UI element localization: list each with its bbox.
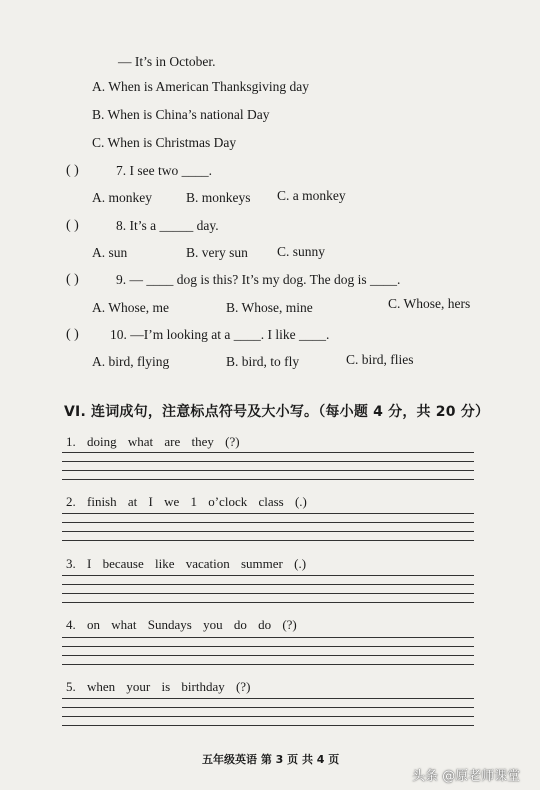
q8-option-a: A. sun <box>92 245 128 260</box>
writing-line <box>62 452 474 453</box>
q8-stem: 8. It’s a _____ day. <box>116 218 219 233</box>
q6-option-c: C. When is Christmas Day <box>92 135 237 150</box>
page-footer: 五年级英语 第 3 页 共 4 页 <box>202 753 340 766</box>
q7-option-b: B. monkeys <box>186 190 251 205</box>
writing-line <box>62 531 474 532</box>
q7-answer-parentheses: ( ) <box>66 163 79 178</box>
writing-line <box>62 540 474 541</box>
writing-line <box>62 522 474 523</box>
q6-answer-line: — It’s in October. <box>118 54 216 69</box>
sentence-1-words: 1. doing what are they (?) <box>66 434 240 449</box>
q9-stem: 9. — ____ dog is this? It’s my dog. The dog is ____. <box>116 272 401 287</box>
q10-stem: 10. —I’m looking at a ____. I like ____. <box>110 327 330 342</box>
writing-line <box>62 716 474 717</box>
q6-option-a: A. When is American Thanksgiving day <box>92 79 309 94</box>
q9-option-c: C. Whose, hers <box>388 296 471 311</box>
writing-line <box>62 584 474 585</box>
writing-line <box>62 655 474 656</box>
sentence-3-words: 3. I because like vacation summer (.) <box>66 556 307 571</box>
writing-line <box>62 725 474 726</box>
writing-line <box>62 698 474 699</box>
writing-line <box>62 646 474 647</box>
writing-line <box>62 479 474 480</box>
writing-line <box>62 513 474 514</box>
q6-option-b: B. When is China’s national Day <box>92 107 270 122</box>
writing-line <box>62 664 474 665</box>
sentence-2-words: 2. finish at I we 1 o’clock class (.) <box>66 494 307 509</box>
q9-option-b: B. Whose, mine <box>226 300 313 315</box>
q10-answer-parentheses: ( ) <box>66 327 79 342</box>
section-vi-title: VI. 连词成句，注意标点符号及大小写。（每小题 4 分，共 20 分） <box>64 404 490 420</box>
q10-option-a: A. bird, flying <box>92 354 170 369</box>
writing-line <box>62 461 474 462</box>
writing-line <box>62 637 474 638</box>
q8-answer-parentheses: ( ) <box>66 218 79 233</box>
q7-option-c: C. a monkey <box>277 188 346 203</box>
writing-line <box>62 470 474 471</box>
q7-stem: 7. I see two ____. <box>116 163 212 178</box>
writing-line <box>62 593 474 594</box>
q9-answer-parentheses: ( ) <box>66 272 79 287</box>
writing-line <box>62 707 474 708</box>
q10-option-b: B. bird, to fly <box>226 354 300 369</box>
sentence-4-words: 4. on what Sundays you do do (?) <box>66 617 297 632</box>
q9-option-a: A. Whose, me <box>92 300 169 315</box>
q8-option-b: B. very sun <box>186 245 248 260</box>
sentence-5-words: 5. when your is birthday (?) <box>66 679 251 694</box>
q7-option-a: A. monkey <box>92 190 152 205</box>
writing-line <box>62 575 474 576</box>
q8-option-c: C. sunny <box>277 244 326 259</box>
writing-line <box>62 602 474 603</box>
watermark: 头条 @原老师课堂 <box>412 769 521 784</box>
q10-option-c: C. bird, flies <box>346 352 414 367</box>
